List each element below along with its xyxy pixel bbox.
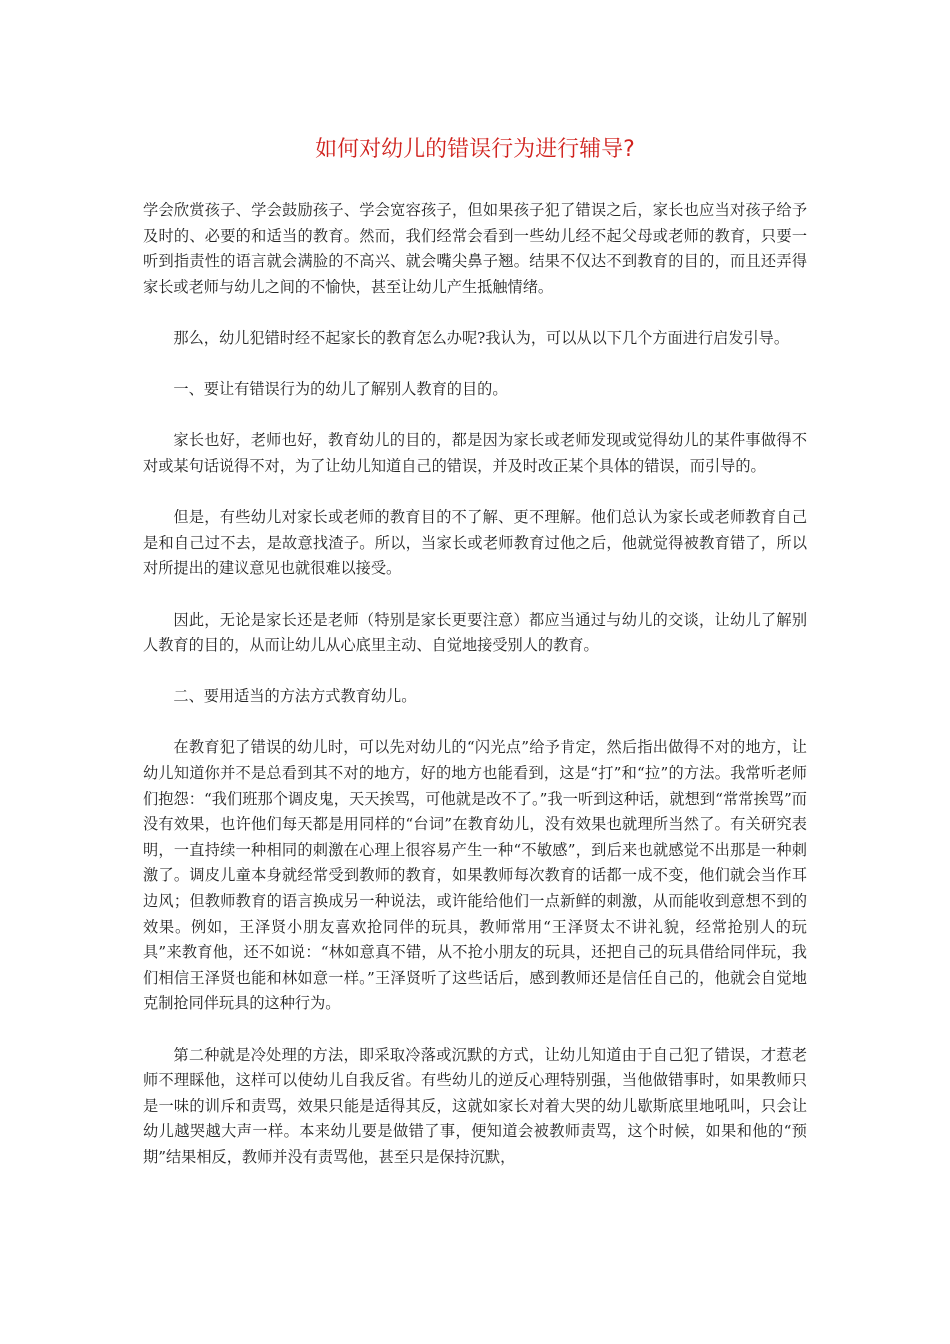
paragraph: 家长也好，老师也好，教育幼儿的目的，都是因为家长或老师发现或觉得幼儿的某件事做得不对或某句话说得不对，为了让幼儿知道自己的错误，并及时改正某个具体的错误，而引导的。 [143, 431, 807, 475]
paragraph: 那么，幼儿犯错时经不起家长的教育怎么办呢?我认为，可以从以下几个方面进行启发引导。 [173, 328, 790, 347]
paragraph: 因此，无论是家长还是老师（特别是家长更要注意）都应当通过与幼儿的交谈，让幼儿了解别人教育的目的，从而让幼儿从心底里主动、自觉地接受别人的教育。 [143, 610, 807, 655]
section-heading: 一、要让有错误行为的幼儿了解别人教育的目的。 [173, 380, 508, 399]
paragraph: 在教育犯了错误的幼儿时，可以先对幼儿的“闪光点”给予肯定，然后指出做得不对的地方，让幼儿知道你并不是总看到其不对的地方，好的地方也能看到，这是“打”和“拉”的方法。我常听老师们抱怨：“我们班那个调皮鬼，天天挨骂，可他就是改不了。”我一听到这种话，就想到“常常挨骂”而没有效果，也许他们每天都是用同样的“台词”在教育幼儿，没有效果也就理所当然了。有关研究表明，一直持续一种相同的刺激在心理上很容易产生一种“不敏感”，到后来也就感觉不出那是一种刺激了。调皮儿童本身就经常受到教师的教育，如果教师每次教育的话都一成不变，他们就会当作耳边风；但教师教育的语言换成另一种说法，或许能给他们一点新鲜的刺激，从而能收到意想不到的效果。例如，王泽贤小朋友喜欢抢同伴的玩具，教师常用“王泽贤太不讲礼貌，经常抢别人的玩具”来教育他，还不如说：“林如意真不错，从不抢小朋友的玩具，还把自己的玩具借给同伴玩，我们相信王泽贤也能和林如意一样。”王泽贤听了这些话后，感到教师还是信任自己的，他就会自觉地克制抢同伴玩具的这种行为。 [143, 738, 807, 1013]
section-heading: 二、要用适当的方法方式教育幼儿。 [173, 687, 417, 706]
paragraph: 学会欣赏孩子、学会鼓励孩子、学会宽容孩子，但如果孩子犯了错误之后，家长也应当对孩子给予及时的、必要的和适当的教育。然而，我们经常会看到一些幼儿经不起父母或老师的教育，只要一听到指责性的语言就会满脸的不高兴、就会嘴尖鼻子翘。结果不仅达不到教育的目的，而且还弄得家长或老师与幼儿之间的不愉快，甚至让幼儿产生抵触情绪。 [143, 201, 807, 296]
paragraph: 第二种就是冷处理的方法，即采取冷落或沉默的方式，让幼儿知道由于自己犯了错误，才惹老师不理睬他，这样可以使幼儿自我反省。有些幼儿的逆反心理特别强，当他做错事时，如果教师只是一味的训斥和责骂，效果只能是适得其反，这就如家长对着大哭的幼儿歇斯底里地吼叫，只会让幼儿越哭越大声一样。本来幼儿要是做错了事，便知道会被教师责骂，这个时候，如果和他的“预期”结果相反，教师并没有责骂他，甚至只是保持沉默， [143, 1045, 807, 1166]
document-body [143, 198, 807, 1196]
paragraph: 但是，有些幼儿对家长或老师的教育目的不了解、更不理解。他们总认为家长或老师教育自己是和自己过不去，是故意找渣子。所以，当家长或老师教育过他之后，他就觉得被教育错了，所以对所提出的建议意见也就很难以接受。 [143, 508, 807, 578]
document-title: 如何对幼儿的错误行为进行辅导? [315, 137, 635, 162]
